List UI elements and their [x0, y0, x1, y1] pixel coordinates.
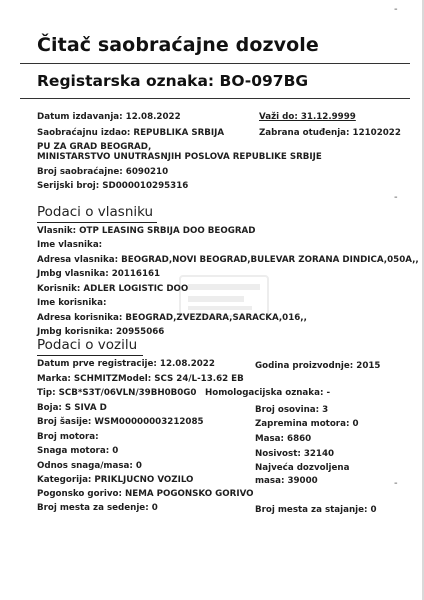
user-address: Adresa korisnika: BEOGRAD,ZVEZDARA,SARACKA,016,,: [37, 313, 307, 323]
vehicle-heading-underline: [37, 355, 143, 356]
engine-power: Snaga motora: 0: [37, 446, 119, 456]
vehicle-type: Tip: SCB*S3T/06VLN/39BH0B0G0: [37, 388, 197, 398]
registration-number: Registarska oznaka: BO-097BG: [37, 72, 309, 90]
owner-heading-underline: [37, 222, 157, 223]
first-registration-date: Datum prve registracije: 12.08.2022: [37, 359, 215, 369]
seating-capacity: Broj mesta za sedenje: 0: [37, 503, 158, 513]
axle-count: Broj osovina: 3: [255, 405, 329, 415]
engine-number: Broj motora:: [37, 432, 99, 442]
dash-mark-icon: -: [394, 4, 398, 15]
owner-address: Adresa vlasnika: BEOGRAD,NOVI BEOGRAD,BULEVAR ZORANA DINDICA,050A,,: [37, 255, 419, 265]
serial-number: Serijski broj: SD000010295316: [37, 181, 189, 191]
vehicle-make: Marka: SCHMITZ: [37, 374, 118, 384]
valid-until: Važi do: 31.12.9999: [259, 112, 356, 122]
standing-capacity: Broj mesta za stajanje: 0: [255, 505, 377, 515]
registration-divider: [20, 98, 410, 99]
dash-mark-icon: -: [394, 478, 398, 489]
engine-displacement: Zapremina motora: 0: [255, 419, 359, 429]
production-year: Godina proizvodnje: 2015: [255, 361, 381, 371]
owner-first-name: Ime vlasnika:: [37, 240, 103, 250]
issuing-authority-line2: MINISTARSTVO UNUTRASNJIH POSLOVA REPUBLIKE SRBIJE: [37, 152, 322, 162]
user-name: Korisnik: ADLER LOGISTIC DOO: [37, 284, 189, 294]
page-title: Čitač saobraćajne dozvole: [37, 34, 319, 56]
issue-date: Datum izdavanja: 12.08.2022: [37, 112, 181, 122]
dash-mark-icon: -: [394, 192, 398, 203]
vehicle-section-heading: Podaci o vozilu: [37, 337, 138, 353]
transfer-ban: Zabrana otuđenja: 12102022: [259, 128, 401, 138]
homologation-mark: Homologacijska oznaka: -: [205, 388, 331, 398]
document-number: Broj saobraćajne: 6090210: [37, 167, 169, 177]
user-id-number: Jmbg korisnika: 20955066: [37, 327, 165, 337]
issuing-authority-line1: PU ZA GRAD BEOGRAD,: [37, 142, 152, 152]
load-capacity: Nosivost: 32140: [255, 449, 335, 459]
title-divider: [20, 63, 410, 64]
power-to-mass-ratio: Odnos snaga/masa: 0: [37, 461, 142, 471]
owner-id-number: Jmbg vlasnika: 20116161: [37, 269, 161, 279]
issued-by: Saobraćajnu izdao: REPUBLIKA SRBIJA: [37, 128, 225, 138]
user-first-name: Ime korisnika:: [37, 298, 107, 308]
vehicle-model: Model: SCS 24/L-13.62 EB: [118, 374, 244, 384]
vehicle-category: Kategorija: PRIKLJUCNO VOZILO: [37, 475, 194, 485]
max-permitted-mass-line1: Najveća dozvoljena: [255, 463, 350, 473]
owner-name: Vlasnik: OTP LEASING SRBIJA DOO BEOGRAD: [37, 226, 256, 236]
chassis-number: Broj šasije: WSM00000003212085: [37, 417, 204, 427]
vehicle-color: Boja: S SIVA D: [37, 403, 107, 413]
fuel-type: Pogonsko gorivo: NEMA POGONSKO GORIVO: [37, 489, 254, 499]
owner-section-heading: Podaci o vlasniku: [37, 204, 154, 220]
max-permitted-mass-line2: masa: 39000: [255, 476, 318, 486]
vehicle-mass: Masa: 6860: [255, 434, 312, 444]
